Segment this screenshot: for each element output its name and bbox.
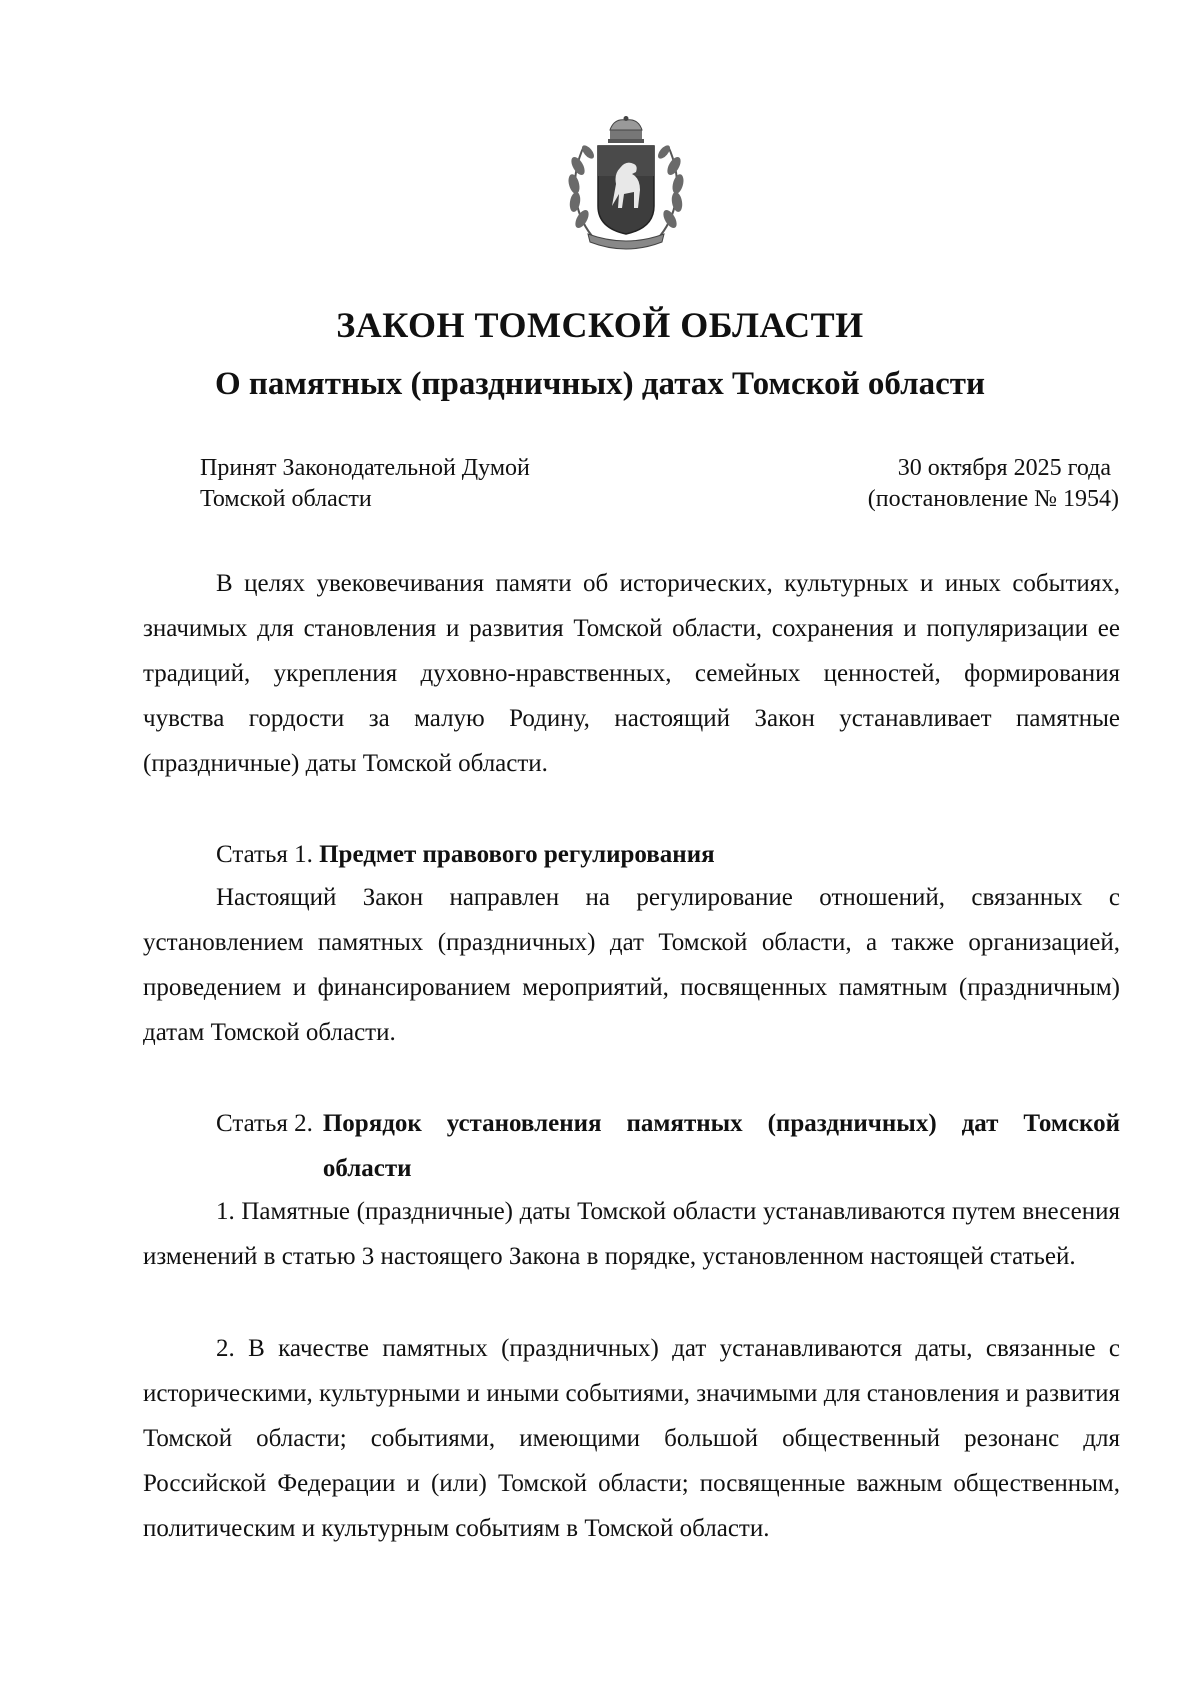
tomsk-oblast-coat-of-arms-icon <box>562 116 690 256</box>
adoption-body <box>200 453 530 515</box>
article2-name: Порядок установления памятных (праздничных) дат Томской области <box>322 1110 1120 1182</box>
document-title: ЗАКОН ТОМСКОЙ ОБЛАСТИ <box>336 305 864 345</box>
preamble-paragraph: В целях увековечивания памяти об исторических, культурных и иных событиях, значимых для становления и развития Томской области, сохранения и популяризации ее традиций, укрепления духовно-нравственных, семейных ценностей, формирования чувства гордости за малую Родину, настоящий Закон устанавливает памятные (праздничные) даты Томской области. <box>143 570 1120 777</box>
article2-paragraph-1: 1. Памятные (праздничные) даты Томской области устанавливаются путем внесения изменений в статью 3 настоящего Закона в порядке, установленном настоящей статьей. <box>143 1198 1120 1270</box>
article1-heading <box>216 832 715 877</box>
adoption-date: 30 октября 2025 года <box>897 455 1111 481</box>
article2-paragraph-2: 2. В качестве памятных (праздничных) дат устанавливаются даты, связанные с историческими, культурными и иными событиями, значимыми для становления и развития Томской области; событиями, имеющими большой общественный резонанс для Российской Федерации и (или) Томской области; посвященные важным общественным, политическим и культурным событиям в Томской области. <box>143 1335 1120 1542</box>
adoption-body-line1: Принят Законодательной Думой <box>200 455 530 481</box>
adoption-date-block <box>760 453 1119 515</box>
article1-text: Настоящий Закон направлен на регулирование отношений, связанных с установлением памятных (праздничных) дат Томской области, а также организацией, проведением и финансированием мероприятий, посвященных памятным (праздничным) датам Томской области. <box>143 884 1120 1046</box>
document-subtitle: О памятных (праздничных) датах Томской области <box>214 366 985 402</box>
article2-heading <box>216 1101 1120 1191</box>
adoption-body-line2: Томской области <box>200 486 372 512</box>
adoption-resolution: (постановление № 1954) <box>867 486 1119 512</box>
article1-name: Предмет правового регулирования <box>319 841 715 868</box>
article2-label: Статья 2. <box>216 1110 313 1137</box>
article1-label: Статья 1. <box>216 841 313 868</box>
